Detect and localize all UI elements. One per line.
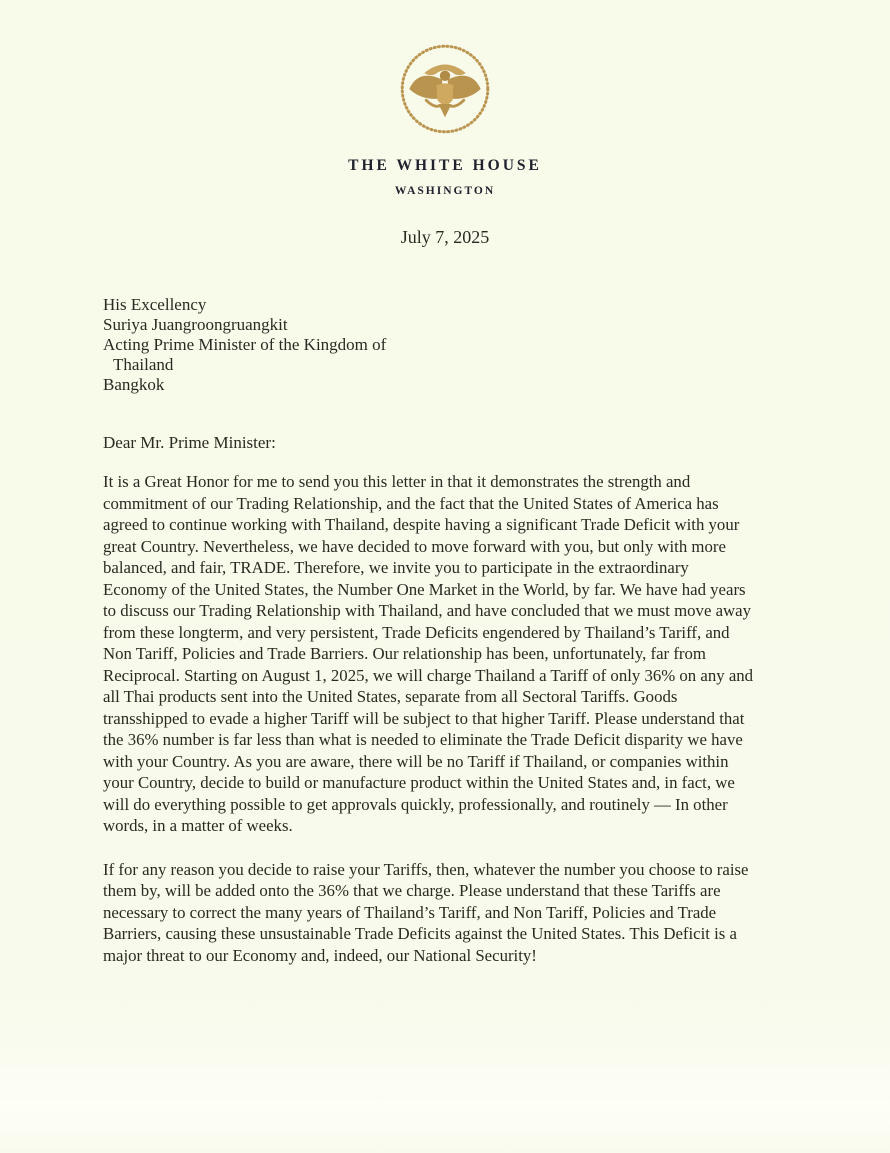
letter-date: July 7, 2025 [400,227,490,247]
recipient-address-block [103,295,890,395]
recipient-line-country: Thailand [113,355,174,374]
letter-paragraph-2: If for any reason you decide to raise your Tariffs, then, whatever the number you choose to raise them by, will be added onto the 36% that we charge. Please understand that these Tariffs are necessary to correct the many years of Thailand’s Tariff, and Non Tariff, Policies and Trade Barriers, causing these unsustainable Trade Deficits against the United States. This Deficit is a major threat to our Economy and, indeed, our National Security! [103,859,749,965]
letterhead [0,0,890,141]
recipient-line-honorific: His Excellency [103,295,207,314]
letterhead-org-location: WASHINGTON [394,185,496,197]
presidential-seal-icon [398,42,492,136]
letter-paragraph-1: It is a Great Honor for me to send you this letter in that it demonstrates the strength and commitment of our Trading Relationship, and the fact that the United States of America has agreed to continue working with Thailand, despite having a significant Trade Deficit with your great Country. Nevertheless, we have decided to move forward with you, but only with more balanced, and fair, TRADE. Therefore, we invite you to participate in the extraordinary Economy of the United States, the Number One Market in the World, by far. We have had years to discuss our Trading Relationship with Thailand, and have concluded that we must move away from these longterm, and very persistent, Trade Deficits engendered by Thailand’s Tariff, and Non Tariff, Policies and Trade Barriers. Our relationship has been, unfortunately, far from Reciprocal. Starting on August 1, 2025, we will charge Thailand a Tariff of only 36% on any and all Thai products sent into the United States, separate from all Sectoral Tariffs. Goods transshipped to evade a higher Tariff will be subject to that higher Tariff. Please understand that the 36% number is far less than what is needed to eliminate the Trade Deficit disparity we have with your Country. As you are aware, there will be no Tariff if Thailand, or companies within your Country, decide to build or manufacture product within the United States and, in fact, we will do everything possible to get approvals quickly, professionally, and routinely — In other words, in a matter of weeks. [103,472,754,835]
recipient-line-title: Acting Prime Minister of the Kingdom of [103,335,387,354]
salutation: Dear Mr. Prime Minister: [103,433,276,452]
recipient-line-name: Suriya Juangroongruangkit [103,315,288,334]
letterhead-org-name: THE WHITE HOUSE [348,157,542,174]
recipient-line-city: Bangkok [103,375,165,394]
